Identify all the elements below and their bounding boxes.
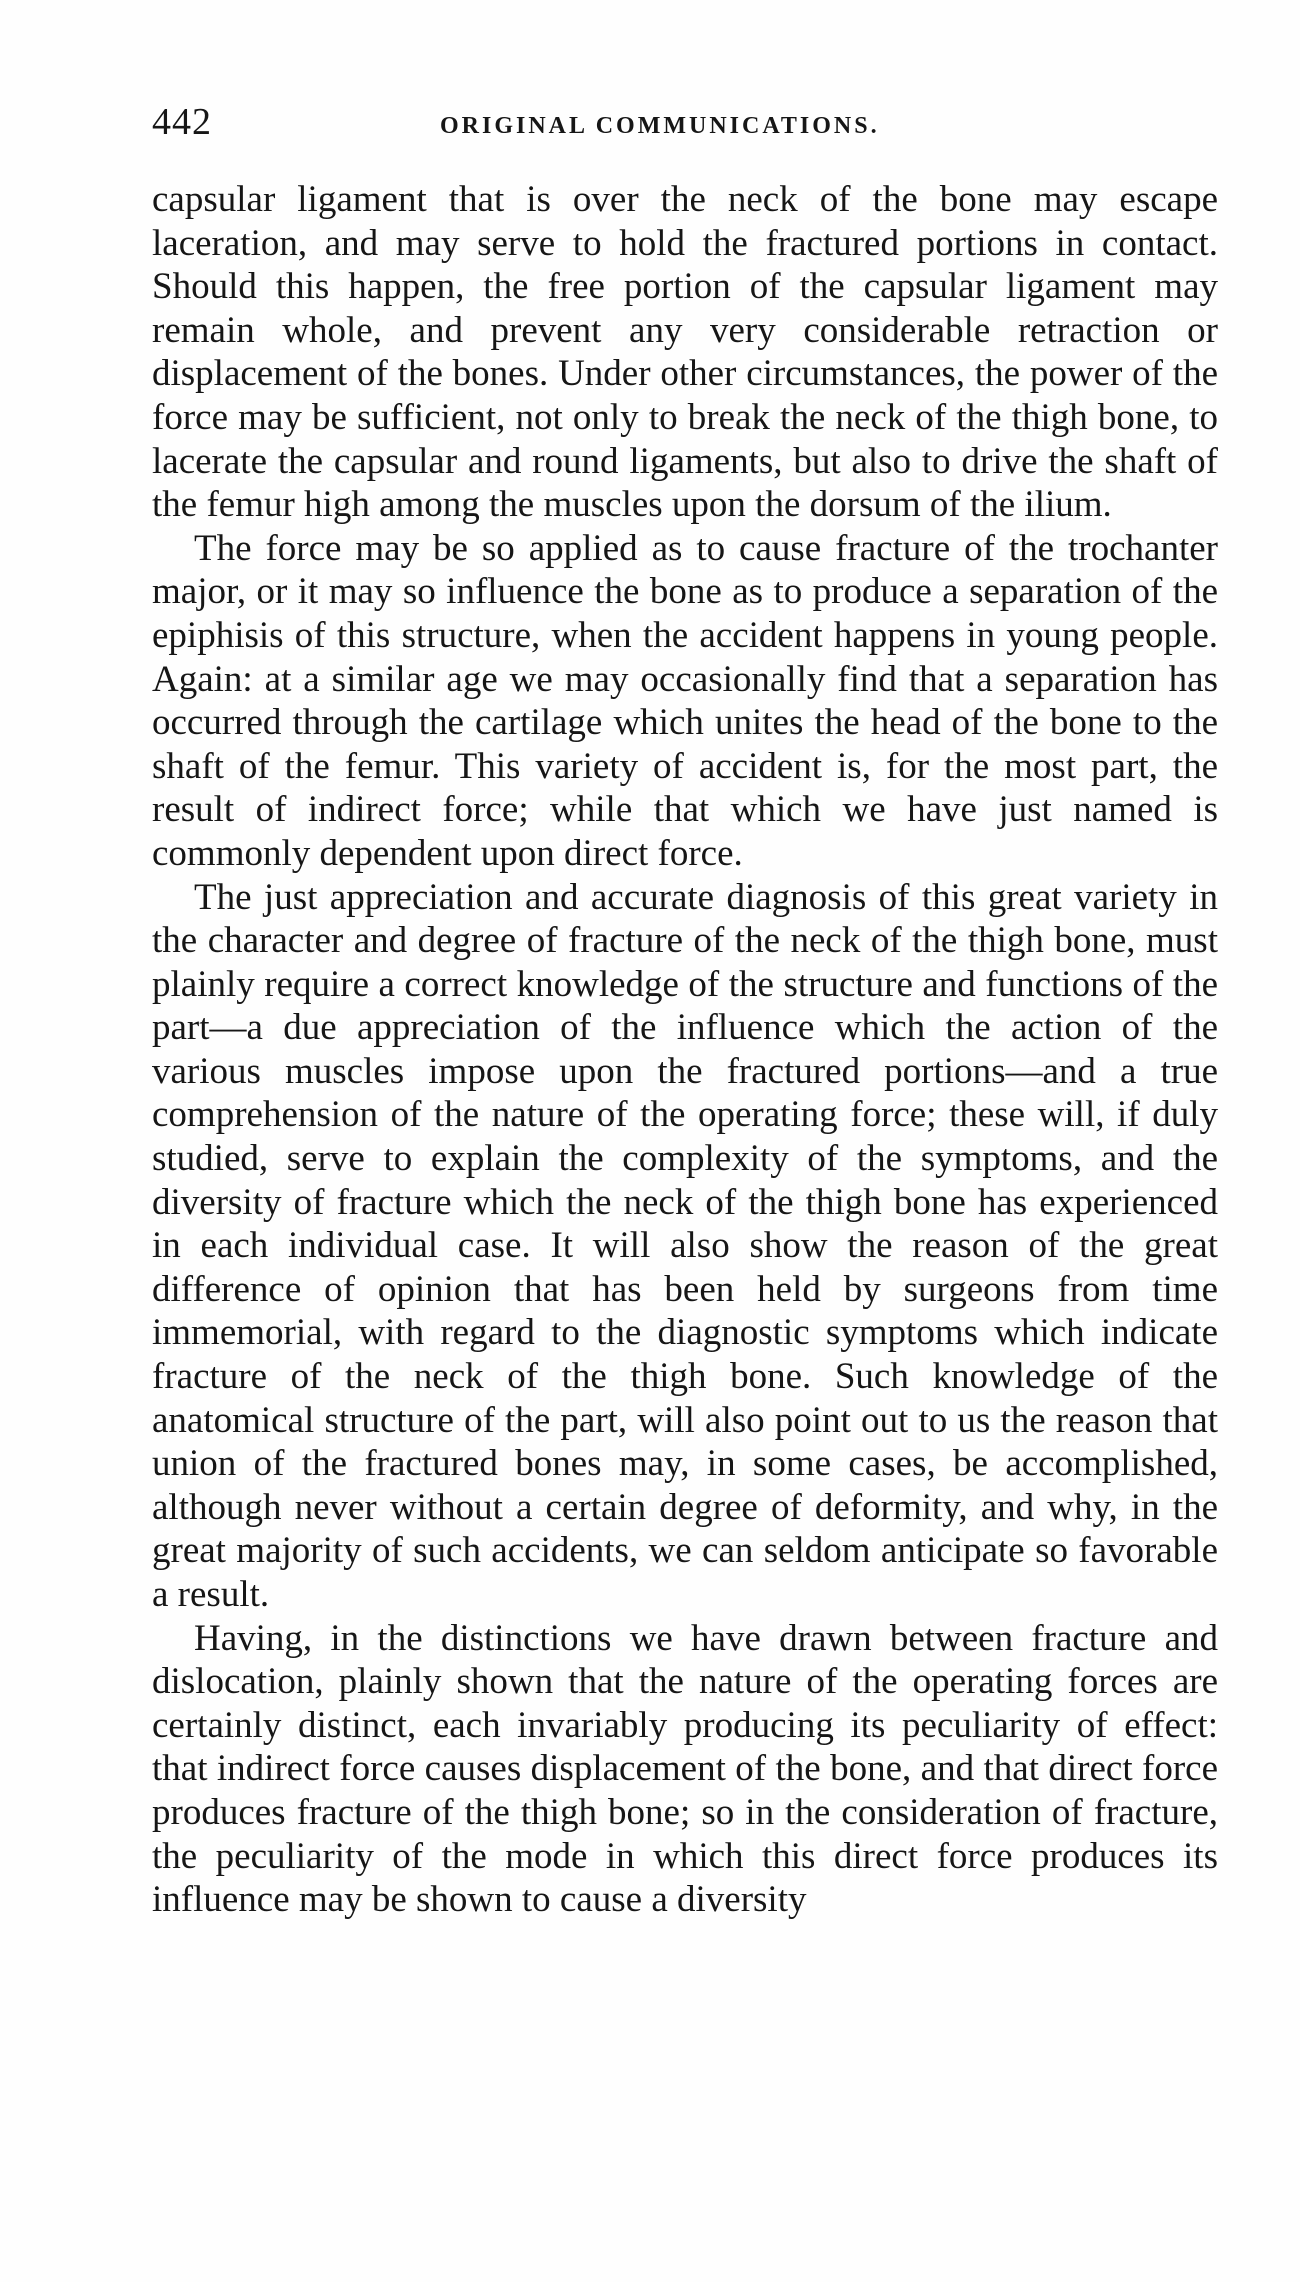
paragraph-1: capsular ligament that is over the neck of the bone may escape laceration, and may serve to hold the fractured portions in contact. Should this happen, the free portion of the capsular ligament may remain whole, and prevent any very considerable retraction or displacement of the bones. Under other circumstances, the power of the force may be sufficient, not only to break the neck of the thigh bone, to lacerate the capsular and round ligaments, but also to drive the shaft of the femur high among the muscles upon the dorsum of the ilium. — [152, 179, 1218, 526]
running-title: ORIGINAL COMMUNICATIONS. — [440, 113, 880, 139]
paragraph-3: The just appreciation and accurate diagnosis of this great variety in the character and degree of fracture of the neck of the thigh bone, must plainly require a correct knowledge of the structure and functions of the part—a due appreciation of the influence which the action of the various muscles impose upon the fractured portions—and a true comprehension of the nature of the operating force; these will, if duly studied, serve to explain the complexity of the symptoms, and the diversity of fracture which the neck of the thigh bone has experienced in each individual case. It will also show the reason of the great difference of opinion that has been held by surgeons from time immemorial, with regard to the diagnostic symptoms which indicate fracture of the neck of the thigh bone. Such knowledge of the anatomical structure of the part, will also point out to us the reason that union of the fractured bones may, in some cases, be accomplished, although never without a certain degree of deformity, and why, in the great majority of such accidents, we can seldom anticipate so favorable a result. — [152, 876, 1218, 1615]
paragraph-4: Having, in the distinctions we have drawn between fracture and dislocation, plainly shown that the nature of the operating forces are certainly distinct, each invariably producing its peculiarity of effect: that indirect force causes displacement of the bone, and that direct force produces fracture of the thigh bone; so in the consideration of fracture, the peculiarity of the mode in which this direct force produces its influence may be shown to cause a diversity — [152, 1617, 1218, 1921]
body-text — [152, 178, 1218, 1922]
paragraph-2: The force may be so applied as to cause fracture of the trochanter major, or it may so influence the bone as to produce a separation of the epiphisis of this structure, when the accident happens in young people. Again: at a similar age we may occasionally find that a separation has occurred through the cartilage which unites the head of the bone to the shaft of the femur. This variety of accident is, for the most part, the result of indirect force; while that which we have just named is commonly dependent upon direct force. — [152, 527, 1218, 874]
running-head — [152, 96, 1232, 148]
page-number: 442 — [152, 101, 212, 143]
